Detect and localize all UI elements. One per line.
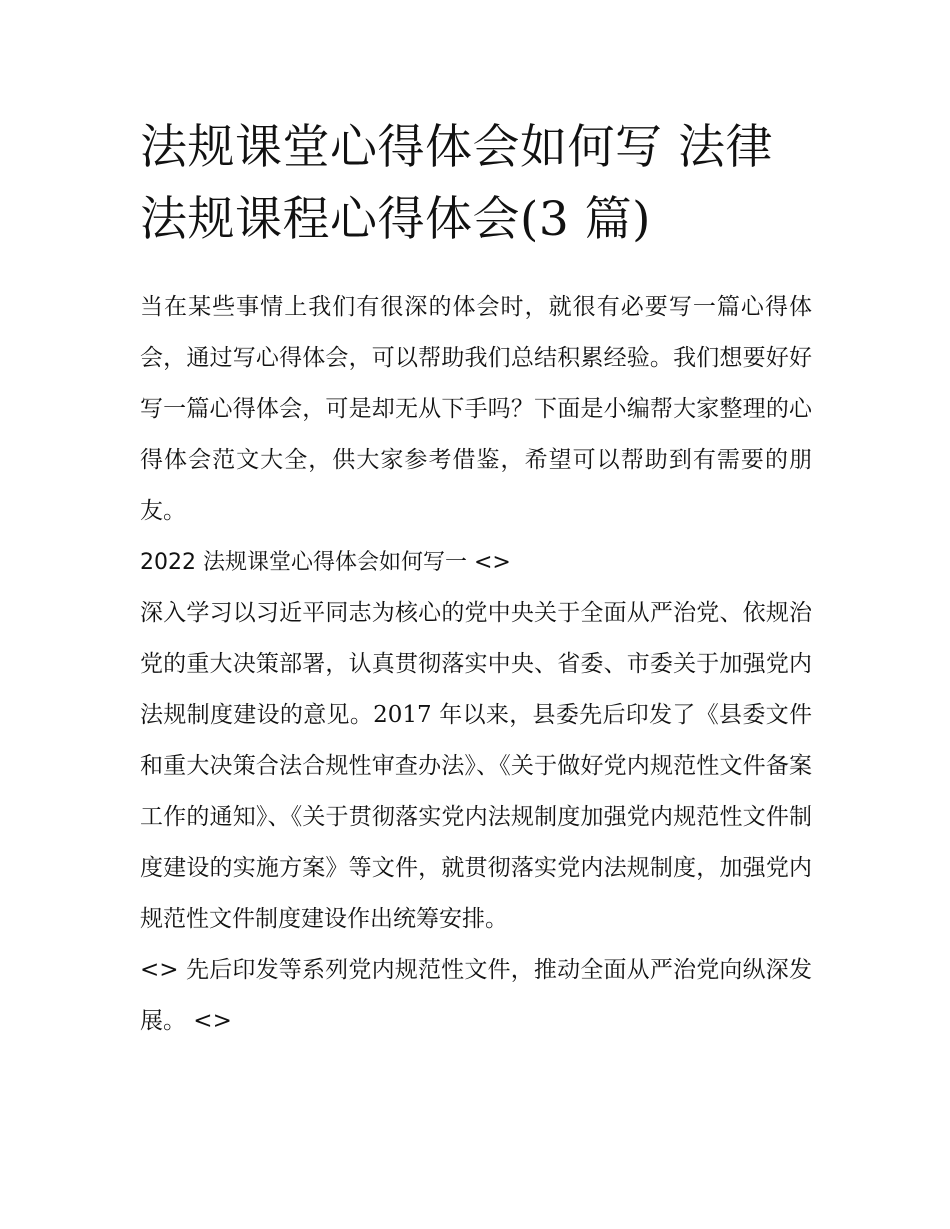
- document-page: [140, 112, 812, 1047]
- document-title: 法规课堂心得体会如何写 法律法规课程心得体会(3 篇): [140, 120, 773, 247]
- intro-paragraph: 当在某些事情上我们有很深的体会时，就很有必要写一篇心得体会，通过写心得体会，可以帮助我们总结积累经验。我们想要好好写一篇心得体会，可是却无从下手吗？下面是小编帮大家整理的心得体会范文大全，供大家参考借鉴，希望可以帮助到有需要的朋友。: [140, 294, 812, 524]
- body-paragraph: 深入学习以习近平同志为核心的党中央关于全面从严治党、依规治党的重大决策部署，认真贯彻落实中央、省委、市委关于加强党内法规制度建设的意见。2017 年以来，县委先后印发了《县委文件和重大决策合法合规性审查办法》、《关于做好党内规范性文件备案工作的通知》、《关于贯彻落实党内法规制度加强党内规范性文件制度建设的实施方案》等文件，就贯彻落实党内法规制度，加强党内规范性文件制度建设作出统筹安排。: [140, 600, 812, 932]
- body-paragraph: <> 先后印发等系列党内规范性文件，推动全面从严治党向纵深发展。 <>: [140, 957, 812, 1034]
- section-heading: 2022 法规课堂心得体会如何写一 <>: [140, 550, 511, 575]
